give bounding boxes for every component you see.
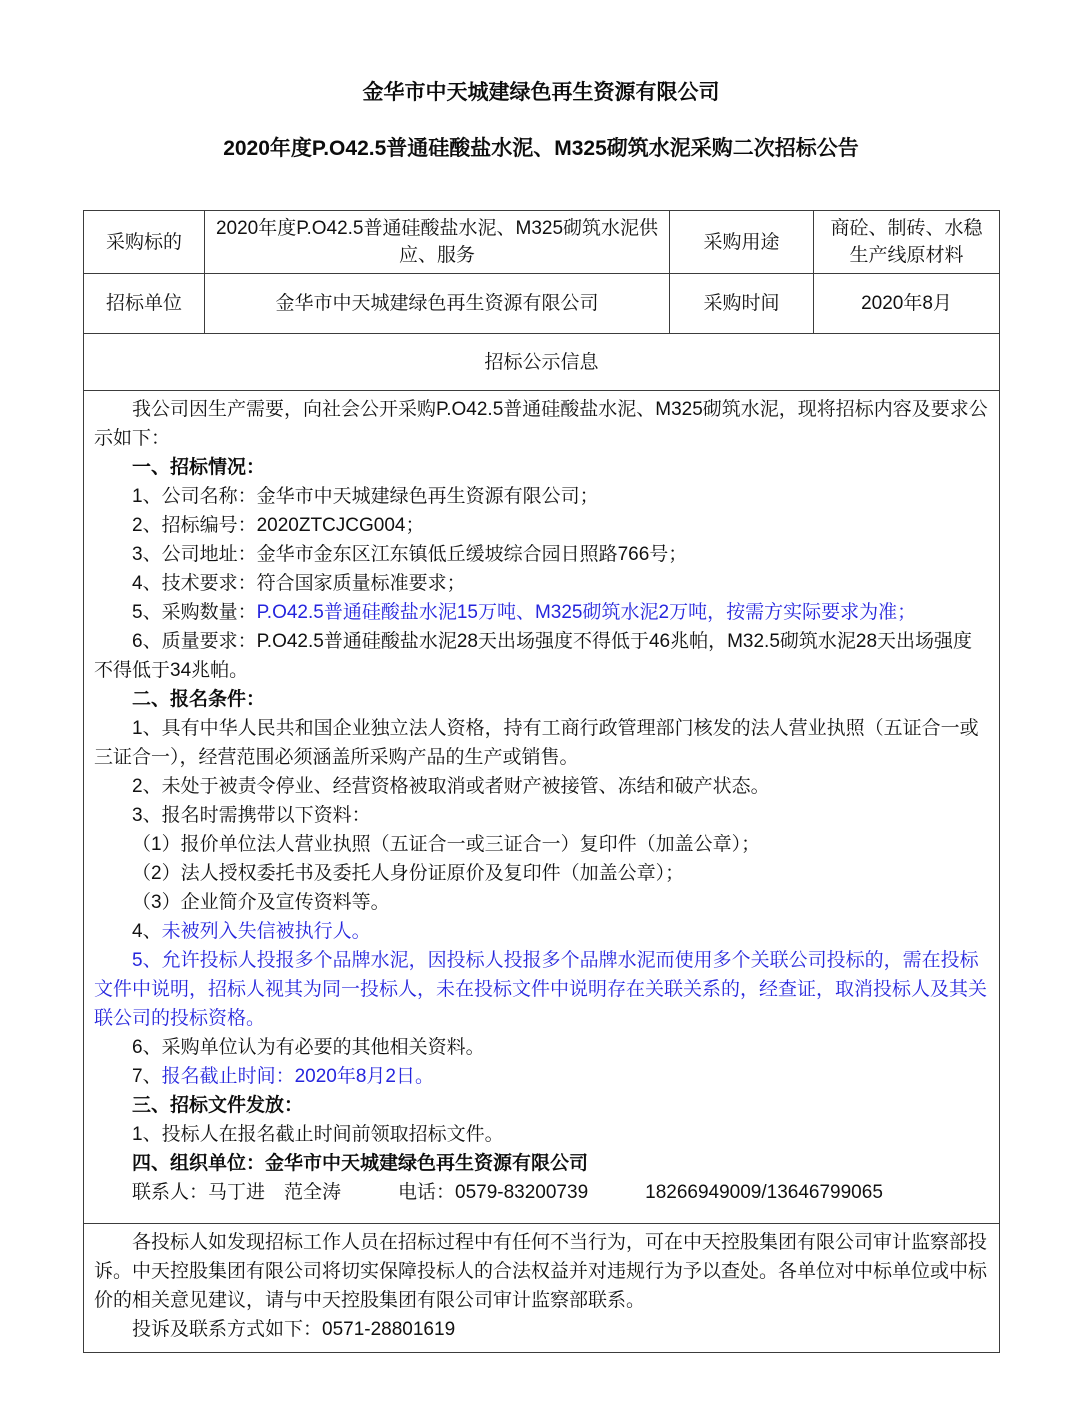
- text-segment: 三、招标文件发放：: [132, 1095, 304, 1116]
- announcement-paragraph: [94, 801, 989, 830]
- announcement-paragraph: [94, 511, 989, 540]
- section-title: 招标公示信息: [84, 334, 1000, 391]
- text-segment: 二、报名条件：: [132, 689, 266, 710]
- text-segment: 2、招标编号：2020ZTCJCG004；: [132, 515, 425, 536]
- announcement-paragraph: [94, 598, 989, 627]
- purchase-purpose-label: 采购用途: [670, 211, 814, 274]
- text-segment: 3、报名时需携带以下资料：: [132, 805, 371, 826]
- tender-unit-label: 招标单位: [84, 274, 205, 334]
- text-segment: 一、招标情况：: [132, 457, 266, 478]
- text-segment: 4、技术要求：符合国家质量标准要求；: [132, 573, 466, 594]
- text-segment: （1）报价单位法人营业执照（五证合一或三证合一）复印件（加盖公章）；: [132, 834, 761, 855]
- announcement-paragraph: [94, 482, 989, 511]
- table-row-complaint: [84, 1224, 1000, 1353]
- highlighted-text: 未被列入失信被执行人。: [161, 921, 371, 942]
- announcement-paragraph: [94, 540, 989, 569]
- purchase-purpose-value: 商砼、制砖、水稳生产线原材料: [814, 211, 1000, 274]
- announcement-paragraph: [94, 859, 989, 888]
- text-segment: 我公司因生产需要，向社会公开采购P.O42.5普通硅酸盐水泥、M325砌筑水泥，现将招标内容及要求公示如下：: [94, 399, 988, 449]
- announcement-paragraph: [94, 830, 989, 859]
- announcement-paragraph: [94, 1178, 989, 1207]
- text-segment: 联系人：马丁进 范全涛 电话：0579-83200739 18266949009/13646799065: [132, 1182, 883, 1203]
- highlighted-text: 5、允许投标人投报多个品牌水泥，因投标人投报多个品牌水泥而使用多个关联公司投标的，需在投标文件中说明，招标人视其为同一投标人，未在投标文件中说明存在关联关系的，经查证，取消投标人及其关联公司的投标资格。: [94, 950, 988, 1029]
- announcement-paragraph: [94, 627, 989, 685]
- complaint-paragraph: [94, 1228, 989, 1315]
- text-segment: 2、未处于被责令停业、经营资格被取消或者财产被接管、冻结和破产状态。: [132, 776, 770, 797]
- table-row-section-title: [84, 334, 1000, 391]
- announcement-paragraph: [94, 772, 989, 801]
- announcement-paragraph: [94, 917, 989, 946]
- announcement-paragraph: [94, 1091, 989, 1120]
- complaint-section: [84, 1224, 1000, 1353]
- company-title: 金华市中天城建绿色再生资源有限公司: [362, 81, 720, 104]
- announcement-paragraph: [94, 946, 989, 1033]
- text-segment: 6、采购单位认为有必要的其他相关资料。: [132, 1037, 485, 1058]
- table-row-announcement-body: [84, 391, 1000, 1224]
- announcement-paragraph: [94, 569, 989, 598]
- highlighted-text: P.O42.5普通硅酸盐水泥15万吨、M325砌筑水泥2万吨，按需方实际要求为准；: [256, 602, 917, 623]
- text-segment: 1、投标人在报名截止时间前领取招标文件。: [132, 1124, 504, 1145]
- text-segment: 投诉及联系方式如下：0571-28801619: [132, 1319, 456, 1340]
- announcement-paragraph: [94, 1062, 989, 1091]
- table-row-tender-unit: [84, 274, 1000, 334]
- text-segment: 四、组织单位：金华市中天城建绿色再生资源有限公司: [132, 1153, 589, 1174]
- text-segment: 1、具有中华人民共和国企业独立法人资格，持有工商行政管理部门核发的法人营业执照（五证合一或三证合一），经营范围必须涵盖所采购产品的生产或销售。: [94, 718, 979, 768]
- text-segment: （3）企业简介及宣传资料等。: [132, 892, 390, 913]
- announcement-paragraph: [94, 395, 989, 453]
- announcement-paragraph: [94, 888, 989, 917]
- announcement-paragraph: [94, 1149, 989, 1178]
- announcement-paragraph: [94, 1120, 989, 1149]
- text-segment: 1、公司名称：金华市中天城建绿色再生资源有限公司；: [132, 486, 599, 507]
- announcement-paragraph: [94, 453, 989, 482]
- announcement-paragraph: [94, 685, 989, 714]
- purchase-time-value: 2020年8月: [814, 274, 1000, 334]
- purchase-subject-label: 采购标的: [84, 211, 205, 274]
- text-segment: 7、: [132, 1066, 162, 1087]
- tender-unit-value: 金华市中天城建绿色再生资源有限公司: [205, 274, 670, 334]
- announcement-body: [84, 391, 1000, 1224]
- text-segment: 4、: [132, 921, 162, 942]
- purchase-subject-value: 2020年度P.O42.5普通硅酸盐水泥、M325砌筑水泥供应、服务: [205, 211, 670, 274]
- text-segment: 5、采购数量：: [132, 602, 257, 623]
- text-segment: 各投标人如发现招标工作人员在招标过程中有任何不当行为，可在中天控股集团有限公司审计监察部投诉。中天控股集团有限公司将切实保障投标人的合法权益并对违规行为予以查处。各单位对中标单位或中标价的相关意见建议，请与中天控股集团有限公司审计监察部联系。: [94, 1232, 988, 1311]
- announcement-title: 2020年度P.O42.5普通硅酸盐水泥、M325砌筑水泥采购二次招标公告: [223, 137, 859, 160]
- announcement-paragraph: [94, 1033, 989, 1062]
- announcement-table: [83, 210, 1000, 1353]
- text-segment: 6、质量要求：P.O42.5普通硅酸盐水泥28天出场强度不得低于46兆帕，M32.5砌筑水泥28天出场强度不得低于34兆帕。: [94, 631, 973, 681]
- highlighted-text: 报名截止时间：2020年8月2日。: [161, 1066, 434, 1087]
- purchase-time-label: 采购时间: [670, 274, 814, 334]
- complaint-paragraph: [94, 1315, 989, 1344]
- table-row-purchase-subject: [84, 211, 1000, 274]
- text-segment: 3、公司地址：金华市金东区江东镇低丘缓坡综合园日照路766号；: [132, 544, 688, 565]
- text-segment: （2）法人授权委托书及委托人身份证原价及复印件（加盖公章）；: [132, 863, 685, 884]
- announcement-paragraph: [94, 714, 989, 772]
